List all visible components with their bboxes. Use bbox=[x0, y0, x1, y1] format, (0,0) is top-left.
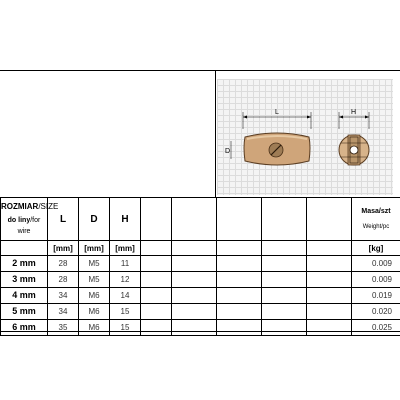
mass-cell: 0.009 bbox=[352, 272, 400, 288]
empty-cell bbox=[262, 256, 307, 272]
technical-drawing bbox=[217, 79, 393, 195]
size-title-pl: ROZMIAR bbox=[1, 202, 39, 211]
empty-unit-cell bbox=[217, 241, 262, 256]
empty-cell bbox=[262, 320, 307, 336]
height-cell: 15 bbox=[110, 304, 141, 320]
unit-D: [mm] bbox=[79, 241, 110, 256]
header-row-labels bbox=[1, 198, 400, 241]
empty-header-cell bbox=[141, 198, 172, 241]
empty-cell bbox=[262, 272, 307, 288]
empty-cell bbox=[172, 256, 217, 272]
empty-cell bbox=[307, 272, 352, 288]
header-row-units bbox=[1, 241, 400, 256]
empty-cell bbox=[141, 320, 172, 336]
mass-cell: 0.025 bbox=[352, 320, 400, 336]
empty-unit-cell bbox=[1, 241, 48, 256]
dim-label-L: L bbox=[275, 109, 279, 116]
table-row bbox=[1, 288, 400, 304]
empty-cell bbox=[217, 320, 262, 336]
col-L-header: L bbox=[48, 198, 79, 241]
size-cell: 6 mm bbox=[1, 320, 48, 336]
col-D-header: D bbox=[79, 198, 110, 241]
empty-cell bbox=[307, 288, 352, 304]
mass-title: Masa/szt bbox=[361, 207, 391, 215]
thread-cell: M5 bbox=[79, 272, 110, 288]
thread-cell: M6 bbox=[79, 320, 110, 336]
empty-header-cell bbox=[262, 198, 307, 241]
empty-header-cell bbox=[307, 198, 352, 241]
unit-L: [mm] bbox=[48, 241, 79, 256]
empty-cell bbox=[141, 272, 172, 288]
empty-header-cell bbox=[217, 198, 262, 241]
thread-cell: M6 bbox=[79, 288, 110, 304]
wire-clamp-drawing-icon bbox=[217, 79, 393, 195]
empty-cell bbox=[217, 288, 262, 304]
empty-cell bbox=[172, 288, 217, 304]
unit-H: [mm] bbox=[110, 241, 141, 256]
empty-cell bbox=[172, 272, 217, 288]
mass-subtitle: Weight/pc bbox=[362, 223, 390, 230]
length-cell: 34 bbox=[48, 288, 79, 304]
blank-header-area bbox=[0, 71, 216, 197]
spec-rows bbox=[1, 256, 400, 336]
size-cell: 5 mm bbox=[1, 304, 48, 320]
size-sub-en: /for wire bbox=[17, 217, 41, 235]
size-cell: 3 mm bbox=[1, 272, 48, 288]
empty-cell bbox=[217, 304, 262, 320]
length-cell: 28 bbox=[48, 272, 79, 288]
table-row bbox=[1, 304, 400, 320]
dim-label-D: D bbox=[225, 148, 231, 155]
empty-cell bbox=[262, 304, 307, 320]
empty-cell bbox=[172, 304, 217, 320]
height-cell: 11 bbox=[110, 256, 141, 272]
mass-header bbox=[352, 198, 400, 241]
empty-cell bbox=[307, 256, 352, 272]
empty-cell bbox=[141, 256, 172, 272]
size-cell: 2 mm bbox=[1, 256, 48, 272]
thread-cell: M5 bbox=[79, 256, 110, 272]
empty-cell bbox=[307, 320, 352, 336]
spec-table bbox=[0, 197, 400, 336]
mass-cell: 0.019 bbox=[352, 288, 400, 304]
dim-label-H: H bbox=[351, 109, 357, 116]
empty-cell bbox=[262, 288, 307, 304]
empty-unit-cell bbox=[172, 241, 217, 256]
table-row bbox=[1, 320, 400, 336]
empty-cell bbox=[307, 304, 352, 320]
length-cell: 34 bbox=[48, 304, 79, 320]
empty-unit-cell bbox=[262, 241, 307, 256]
empty-unit-cell bbox=[141, 241, 172, 256]
table-row bbox=[1, 256, 400, 272]
mass-cell: 0.020 bbox=[352, 304, 400, 320]
unit-mass: [kg] bbox=[352, 241, 400, 256]
size-cell: 4 mm bbox=[1, 288, 48, 304]
length-cell: 28 bbox=[48, 256, 79, 272]
height-cell: 15 bbox=[110, 320, 141, 336]
empty-cell bbox=[141, 288, 172, 304]
height-cell: 14 bbox=[110, 288, 141, 304]
mass-cell: 0.009 bbox=[352, 256, 400, 272]
col-H-header: H bbox=[110, 198, 141, 241]
thread-cell: M6 bbox=[79, 304, 110, 320]
empty-cell bbox=[217, 272, 262, 288]
size-title-en: /SIZE bbox=[38, 202, 59, 211]
empty-unit-cell bbox=[307, 241, 352, 256]
height-cell: 12 bbox=[110, 272, 141, 288]
empty-cell bbox=[141, 304, 172, 320]
empty-cell bbox=[217, 256, 262, 272]
table-row bbox=[1, 272, 400, 288]
product-sheet bbox=[0, 70, 400, 332]
length-cell: 35 bbox=[48, 320, 79, 336]
size-sub-pl: do liny bbox=[7, 217, 31, 224]
size-header bbox=[1, 198, 59, 241]
empty-cell bbox=[172, 320, 217, 336]
empty-header-cell bbox=[172, 198, 217, 241]
